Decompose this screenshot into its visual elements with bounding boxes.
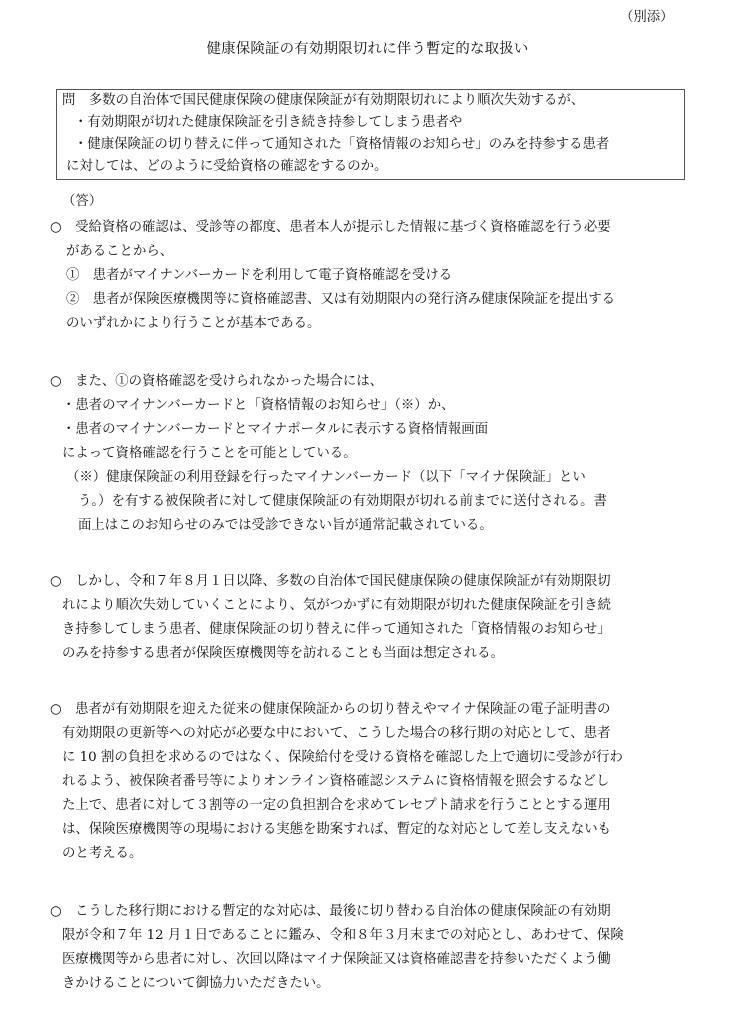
answer-line: は、保険医療機関等の現場における実態を勘案すれば、暫定的な対応として差し支えないも <box>62 822 612 837</box>
question-line: ・有効期限が切れた健康保険証を引き続き持参してしまう患者や <box>74 115 463 130</box>
annex-label: （別添） <box>620 10 674 25</box>
question-line: ・健康保険証の切り替えに伴って通知された「資格情報のお知らせ」のみを持参する患者 <box>74 137 610 152</box>
answer-line: ② 患者が保険医療機関等に資格確認書、又は有効期限内の発行済み健康保険証を提出する <box>66 292 616 307</box>
answer-line: ○ 受給資格の確認は、受診等の都度、患者本人が提示した情報に基づく資格確認を行う必要 <box>50 220 611 235</box>
answer-note-line: （※）健康保険証の利用登録を行ったマイナンバーカード（以下「マイナ保険証」とい <box>66 470 586 485</box>
answer-line: た上で、患者に対して３割等の一定の負担割合を求めてレセプト請求を行うこととする運用 <box>62 798 611 813</box>
answer-label: （答） <box>62 194 103 209</box>
answer-line: 有効期限の更新等への対応が必要な中において、こうした場合の移行期の対応として、患者 <box>62 726 611 741</box>
answer-line: れにより順次失効していくことにより、気がつかずに有効期限が切れた健康保険証を引き続 <box>62 598 612 613</box>
answer-line: ○ 患者が有効期限を迎えた従来の健康保険証からの切り替えやマイナ保険証の電子証明書の <box>50 702 611 717</box>
answer-line: き持参してしまう患者、健康保険証の切り替えに伴って通知された「資格情報のお知らせ」 <box>62 622 611 637</box>
answer-note-line: う。）を有する被保険者に対して健康保険証の有効期限が切れる前までに送付される。書 <box>78 494 607 509</box>
answer-line: ○ こうした移行期における暫定的な対応は、最後に切り替わる自治体の健康保険証の有効期 <box>50 904 611 919</box>
answer-line: ○ また、①の資格確認を受けられなかった場合には、 <box>50 374 384 389</box>
answer-line: れるよう、被保険者番号等によりオンライン資格確認システムに資格情報を照会するなどし <box>62 774 610 789</box>
answer-line: ○ しかし、令和７年８月１日以降、多数の自治体で国民健康保険の健康保険証が有効期限切 <box>50 574 611 589</box>
answer-line: に 10 割の負担を求めるのではなく、保険給付を受ける資格を確認した上で適切に受診が行わ <box>62 750 623 765</box>
answer-line: のいずれかにより行うことが基本である。 <box>66 316 321 331</box>
question-line: に対しては、どのように受給資格の確認をするのか。 <box>66 159 388 174</box>
answer-line: によって資格確認を行うことを可能としている。 <box>62 446 357 461</box>
answer-line: のみを持参する患者が保険医療機関等を訪れることも当面は想定される。 <box>62 646 504 661</box>
question-line: 問 多数の自治体で国民健康保険の健康保険証が有効期限切れにより順次失効するが、 <box>62 93 585 108</box>
answer-line: があることから、 <box>66 244 174 259</box>
answer-note-line: 面上はこのお知らせのみでは受診できない旨が通常記載されている。 <box>78 518 493 533</box>
answer-line: 限が令和７年 12 月１日であることに鑑み、令和８年３月末までの対応とし、あわせて、保険 <box>62 928 624 943</box>
answer-line: ・患者のマイナンバーカードとマイナポータルに表示する資格情報画面 <box>62 422 489 437</box>
answer-line: 医療機関等から患者に対し、次回以降はマイナ保険証又は資格確認書を持参いただくよう働 <box>62 952 611 967</box>
document-title: 健康保険証の有効期限切れに伴う暫定的な取扱い <box>206 41 529 57</box>
answer-line: きかけることについて御協力いただきたい。 <box>62 976 330 991</box>
answer-line: のと考える。 <box>62 846 143 861</box>
answer-line: ・患者のマイナンバーカードと「資格情報のお知らせ」（※）か、 <box>62 398 455 413</box>
answer-line: ① 患者がマイナンバーカードを利用して電子資格確認を受ける <box>66 268 453 283</box>
